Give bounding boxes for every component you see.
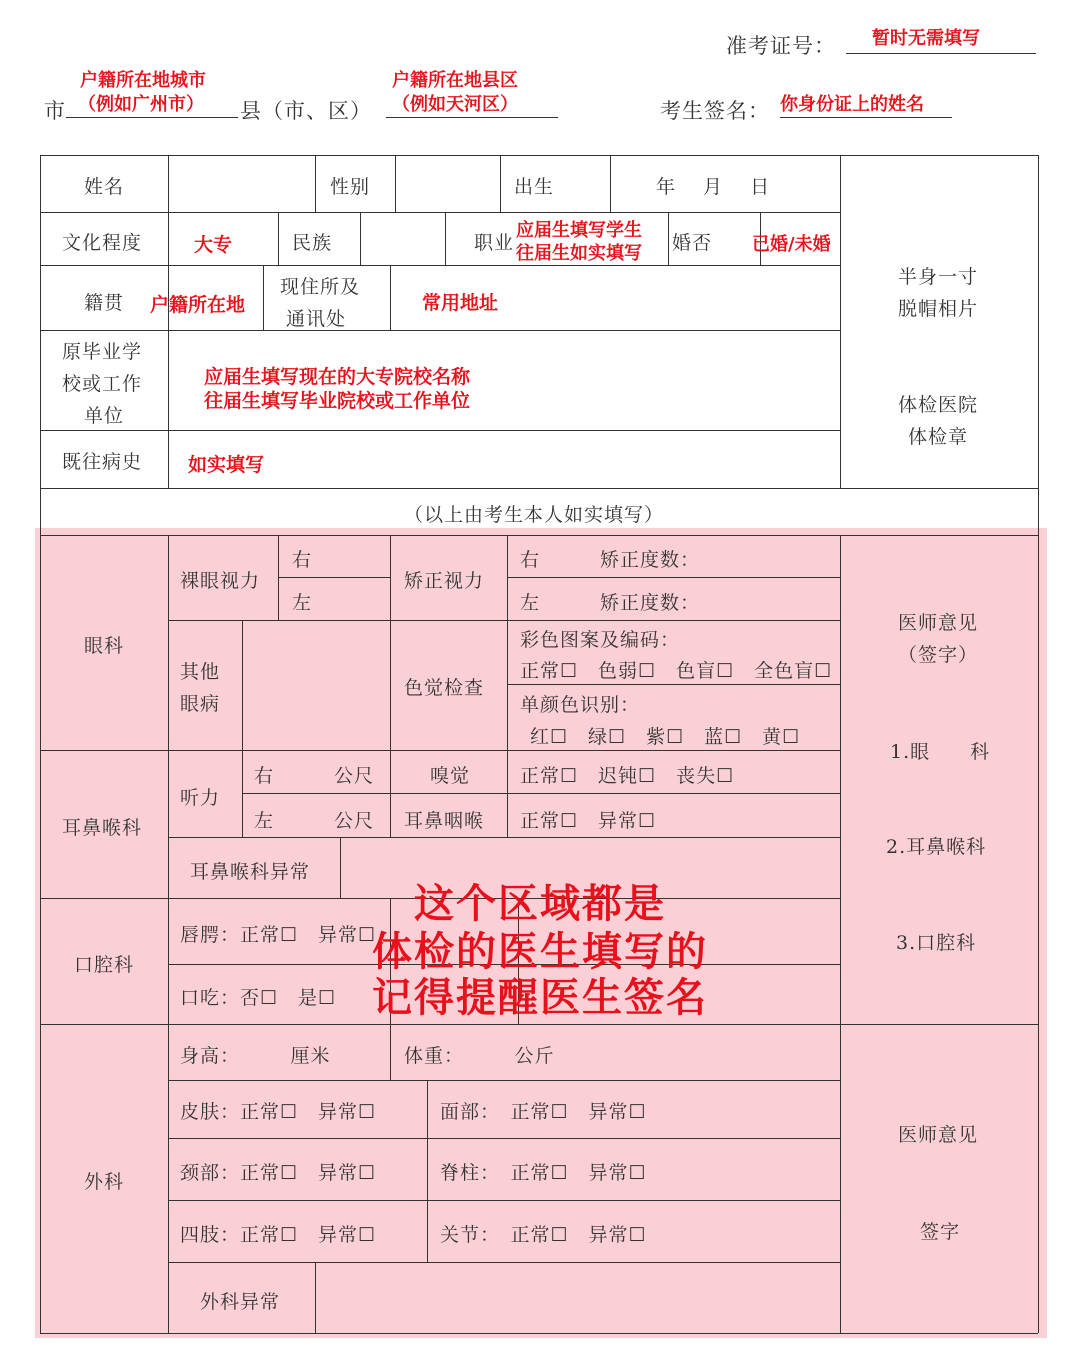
row-line <box>168 837 840 838</box>
address-label-2: 通讯处 <box>286 308 347 330</box>
row-line <box>168 1200 840 1201</box>
col-line <box>278 535 279 620</box>
smell-options[interactable]: 正常☐ 迟钝☐ 丧失☐ <box>520 765 735 787</box>
hospital-label-2: 体检章 <box>908 426 969 448</box>
occupation-hint-1: 应届生填写学生 <box>516 220 642 241</box>
gender-label: 性别 <box>330 176 371 198</box>
name-label: 姓名 <box>84 176 125 198</box>
marriage-label: 婚否 <box>672 232 713 254</box>
address-label-1: 现住所及 <box>280 276 361 298</box>
naked-vision-label: 裸眼视力 <box>180 570 261 592</box>
corrected-right: 右 矫正度数： <box>520 549 701 571</box>
self-fill-note: （以上由考生本人如实填写） <box>404 504 665 526</box>
row-line <box>242 793 840 794</box>
smell-label: 嗅觉 <box>430 765 471 787</box>
row-line <box>507 684 840 685</box>
photo-label-1: 半身一寸 <box>898 266 979 288</box>
mono-color-label: 单颜色识别： <box>520 694 641 716</box>
row-line <box>40 212 840 213</box>
col-line <box>427 1080 428 1262</box>
doctor-opinion-label-2: 医师意见 <box>898 1124 979 1146</box>
exam-no-hint: 暂时无需填写 <box>872 28 980 49</box>
other-eye-1: 其他 <box>180 661 221 683</box>
col-line <box>445 212 446 265</box>
hearing-left: 左 公尺 <box>254 810 375 832</box>
exam-no-label: 准考证号： <box>726 34 836 58</box>
birth-date: 年 月 日 <box>656 176 771 198</box>
exam-no-line[interactable] <box>846 53 1036 54</box>
col-line <box>315 155 316 212</box>
row-line <box>507 577 840 578</box>
doctor-oral-item: 3.口腔科 <box>896 932 977 954</box>
naked-left-label: 左 <box>292 592 313 614</box>
doctor-sign-paren: （签字） <box>898 644 979 666</box>
row-line <box>168 620 840 621</box>
school-hint-2: 往届生填写毕业院校或工作单位 <box>204 390 471 412</box>
height-field[interactable]: 身高： 厘米 <box>180 1045 331 1067</box>
hearing-right: 右 公尺 <box>254 765 375 787</box>
doctor-eye-item: 1.眼 科 <box>890 741 991 763</box>
face-options[interactable]: 面部： 正常☐ 异常☐ <box>440 1101 647 1123</box>
col-line <box>390 265 391 330</box>
marriage-value: 已婚/未婚 <box>752 234 831 255</box>
weight-field[interactable]: 体重： 公斤 <box>404 1045 555 1067</box>
row-line <box>168 1138 840 1139</box>
overlay-line-1: 这个区域都是 <box>414 881 666 927</box>
joint-options[interactable]: 关节： 正常☐ 异常☐ <box>440 1224 647 1246</box>
ent-abnormal-label: 耳鼻喉科异常 <box>190 861 311 883</box>
col-line <box>168 535 169 1333</box>
city-hint-2: （例如广州市） <box>78 94 204 115</box>
native-place-label: 籍贯 <box>84 292 125 314</box>
school-label-1: 原毕业学 <box>62 341 143 363</box>
corrected-left: 左 矫正度数： <box>520 592 701 614</box>
doctor-opinion-label: 医师意见 <box>898 612 979 634</box>
col-line <box>395 155 396 212</box>
col-line <box>840 535 841 1333</box>
neck-options[interactable]: 颈部：正常☐ 异常☐ <box>180 1162 377 1184</box>
table-border-bottom <box>40 1333 1038 1334</box>
surgery-abnormal-label: 外科异常 <box>200 1291 281 1313</box>
oral-title: 口腔科 <box>74 954 135 976</box>
row-line <box>40 488 1038 489</box>
col-line <box>507 535 508 837</box>
county-hint-1: 户籍所在地县区 <box>392 70 518 91</box>
col-line <box>315 1262 316 1333</box>
city-line[interactable] <box>66 117 238 118</box>
color-pattern-options[interactable]: 正常☐ 色弱☐ 色盲☐ 全色盲☐ <box>520 660 833 682</box>
school-hint-1: 应届生填写现在的大专院校名称 <box>204 366 471 388</box>
limbs-options[interactable]: 四肢：正常☐ 异常☐ <box>180 1224 377 1246</box>
spine-options[interactable]: 脊柱： 正常☐ 异常☐ <box>440 1162 647 1184</box>
hearing-label: 听力 <box>180 787 221 809</box>
table-border-top <box>40 155 1038 156</box>
row-line <box>168 1080 840 1081</box>
other-eye-2: 眼病 <box>180 693 221 715</box>
occupation-label: 职业 <box>474 232 515 254</box>
naked-right-label: 右 <box>292 549 313 571</box>
doctor-ent-item: 2.耳鼻喉科 <box>886 836 987 858</box>
col-line <box>390 750 391 837</box>
overlay-line-2: 体检的医生填写的 <box>372 929 708 975</box>
row-line <box>40 750 840 751</box>
lip-options[interactable]: 唇腭：正常☐ 异常☐ <box>180 924 377 946</box>
color-pattern-label: 彩色图案及编码： <box>520 629 681 651</box>
row-line <box>40 265 840 266</box>
surgery-title: 外科 <box>84 1171 125 1193</box>
ent-title: 耳鼻喉科 <box>62 817 143 839</box>
eye-title: 眼科 <box>84 635 125 657</box>
county-line[interactable] <box>386 117 558 118</box>
education-value: 大专 <box>194 234 233 256</box>
hospital-label-1: 体检医院 <box>898 394 979 416</box>
stutter-options[interactable]: 口吃：否☐ 是☐ <box>180 987 337 1009</box>
signature-line[interactable] <box>780 117 952 118</box>
col-line <box>668 212 669 265</box>
col-line <box>168 155 169 488</box>
row-line <box>278 577 390 578</box>
birth-label: 出生 <box>514 176 555 198</box>
county-hint-2: （例如天河区） <box>392 94 518 115</box>
row-line <box>40 430 840 431</box>
throat-options[interactable]: 正常☐ 异常☐ <box>520 810 657 832</box>
photo-label-2: 脱帽相片 <box>898 298 979 320</box>
signature-hint: 你身份证上的姓名 <box>780 94 924 115</box>
native-place-value: 户籍所在地 <box>150 294 246 316</box>
col-line <box>610 155 611 212</box>
col-line <box>390 1024 391 1080</box>
col-line <box>278 212 279 265</box>
address-value: 常用地址 <box>422 292 499 314</box>
county-suffix: 县（市、区） <box>240 99 372 123</box>
col-line <box>360 212 361 265</box>
row-line <box>40 1024 1038 1025</box>
mono-color-options[interactable]: 红☐ 绿☐ 紫☐ 蓝☐ 黄☐ <box>530 726 801 748</box>
throat-label: 耳鼻咽喉 <box>404 810 485 832</box>
col-line <box>263 265 264 330</box>
history-value: 如实填写 <box>188 454 265 476</box>
skin-options[interactable]: 皮肤：正常☐ 异常☐ <box>180 1101 377 1123</box>
table-border-left <box>40 155 41 1333</box>
table-border-right <box>1038 155 1039 1333</box>
row-line <box>40 330 840 331</box>
doctor-sign-label: 签字 <box>920 1221 961 1243</box>
overlay-line-3: 记得提醒医生签名 <box>372 975 708 1021</box>
corrected-vision-label: 矫正视力 <box>404 570 485 592</box>
row-line <box>40 535 1038 536</box>
row-line <box>168 1262 840 1263</box>
school-label-3: 单位 <box>84 405 125 427</box>
city-hint-1: 户籍所在地城市 <box>80 70 206 91</box>
history-label: 既往病史 <box>62 451 143 473</box>
school-label-2: 校或工作 <box>62 373 143 395</box>
col-line <box>840 155 841 488</box>
col-line <box>500 155 501 212</box>
color-vision-label: 色觉检查 <box>404 677 485 699</box>
signature-label: 考生签名： <box>660 99 770 123</box>
col-line <box>390 535 391 750</box>
education-label: 文化程度 <box>62 232 143 254</box>
occupation-hint-2: 往届生如实填写 <box>516 243 642 264</box>
ethnicity-label: 民族 <box>292 232 333 254</box>
col-line <box>242 620 243 837</box>
col-line <box>340 837 341 898</box>
city-suffix: 市 <box>44 99 66 123</box>
